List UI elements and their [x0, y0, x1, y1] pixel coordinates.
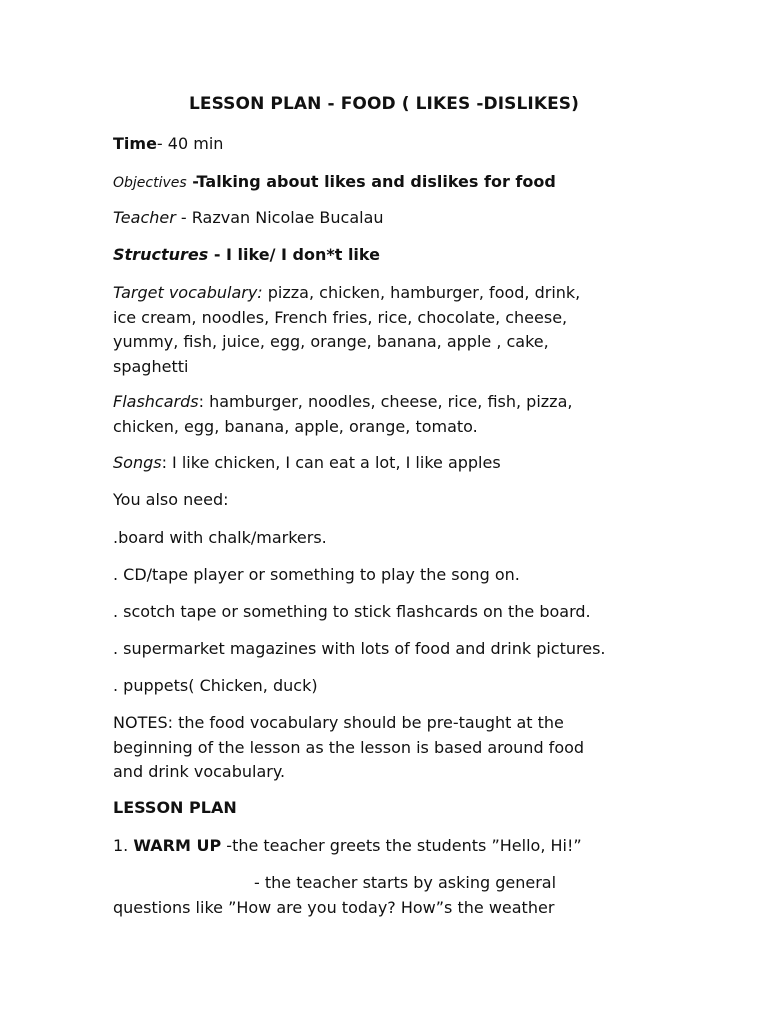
flashcards-block: [113, 390, 673, 439]
objectives-line: [113, 170, 556, 195]
flashcards-line: chicken, egg, banana, apple, orange, tomato.: [113, 416, 478, 436]
notes-line: and drink vocabulary.: [113, 762, 286, 781]
structures-label: Structures: [113, 245, 209, 264]
flashcards-label: Flashcards: [113, 392, 199, 411]
warm-up-label: WARM UP: [133, 836, 222, 855]
warm-up-line: [113, 834, 582, 858]
notes-block: [113, 711, 673, 785]
lesson-plan-heading: LESSON PLAN: [113, 798, 237, 817]
page-title: LESSON PLAN - FOOD ( LIKES -DISLIKES): [188, 94, 580, 114]
target-vocabulary-line: ice cream, noodles, French fries, rice, chocolate, cheese,: [113, 307, 568, 327]
need-item: . supermarket magazines with lots of food and drink pictures.: [113, 639, 606, 658]
target-vocabulary-block: [113, 281, 673, 379]
time-value: - 40 min: [156, 134, 224, 153]
need-item: . scotch tape or something to stick flashcards on the board.: [113, 602, 591, 621]
songs-label: Songs: [113, 453, 162, 472]
target-vocabulary-line: yummy, fish, juice, egg, orange, banana, apple , cake,: [113, 332, 549, 351]
need-item: . CD/tape player or something to play the song on.: [113, 565, 520, 584]
notes-line: beginning of the lesson as the lesson is based around food: [113, 737, 585, 757]
songs-line: [113, 451, 501, 475]
songs-value: : I like chicken, I can eat a lot, I like apples: [161, 453, 501, 472]
objectives-label: Objectives: [113, 175, 187, 191]
warm-up-continuation: questions like ”How are you today? How”s the weather: [113, 898, 555, 917]
teacher-line: [113, 206, 384, 230]
need-item: .board with chalk/markers.: [113, 528, 327, 547]
structures-line: [113, 243, 380, 267]
target-vocabulary-line: pizza, chicken, hamburger, food, drink,: [262, 283, 581, 302]
warm-up-text: -the teacher greets the students ”Hello, Hi!”: [221, 836, 582, 855]
warm-up-number: 1.: [113, 836, 134, 855]
time-line: [113, 132, 223, 156]
structures-value: - I like/ I don*t like: [208, 245, 380, 264]
need-item: . puppets( Chicken, duck): [113, 676, 318, 695]
teacher-value: - Razvan Nicolae Bucalau: [175, 208, 384, 227]
objectives-dash: -: [186, 172, 197, 191]
teacher-label: Teacher: [113, 208, 176, 227]
time-label: Time: [113, 134, 157, 153]
target-vocabulary-line: spaghetti: [113, 356, 189, 376]
flashcards-line: : hamburger, noodles, cheese, rice, fish, pizza,: [198, 392, 573, 411]
warm-up-continuation: - the teacher starts by asking general: [254, 873, 557, 892]
objectives-value: Talking about likes and dislikes for food: [196, 172, 556, 191]
you-also-need-line: You also need:: [113, 490, 229, 509]
notes-line: NOTES: the food vocabulary should be pre-taught at the: [113, 713, 564, 732]
target-vocabulary-label: Target vocabulary:: [113, 283, 263, 302]
